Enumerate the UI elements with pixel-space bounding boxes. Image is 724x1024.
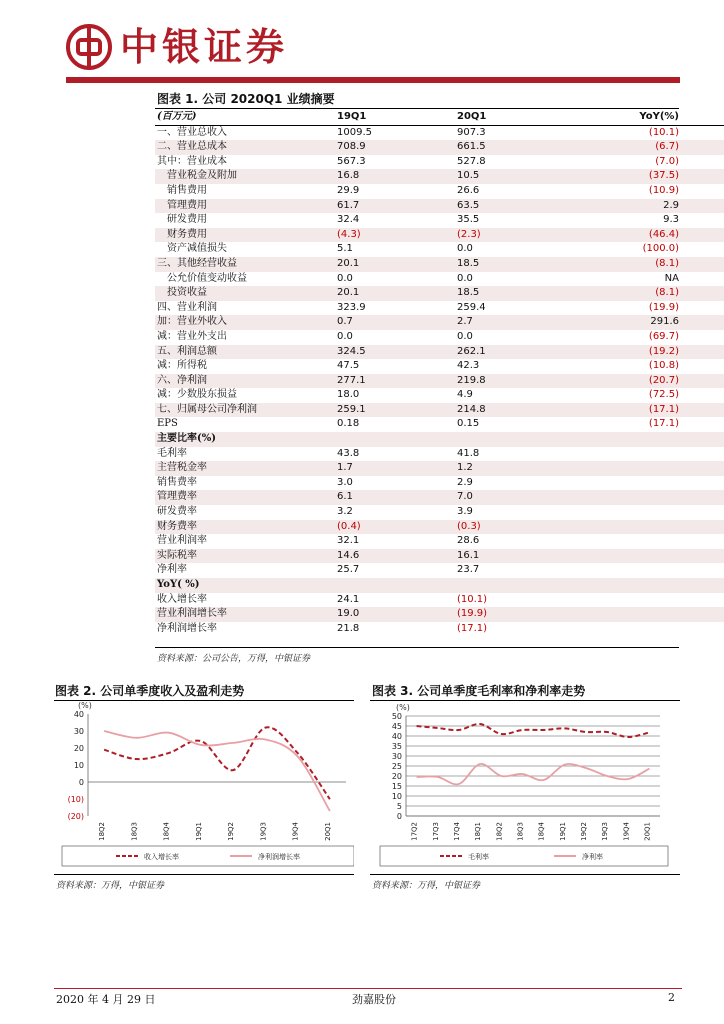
table-cell: 毛利率 <box>157 447 187 459</box>
table-section-row <box>155 578 724 593</box>
table-row <box>155 213 724 228</box>
table-cell: (7.0) <box>655 155 679 167</box>
footer-date: 2020 年 4 月 29 日 <box>56 993 156 1006</box>
table-cell: 6.1 <box>337 490 457 505</box>
y-tick-label: 30 <box>73 727 84 736</box>
table-cell: 43.8 <box>337 447 360 459</box>
table-cell: 减：少数股东损益 <box>157 389 237 401</box>
table-cell <box>567 549 724 564</box>
table-cell: (17.1) <box>648 418 679 430</box>
table-row <box>155 125 724 140</box>
table-cell: (46.4) <box>567 228 724 243</box>
table-cell: 35.5 <box>457 214 480 226</box>
table-cell <box>567 490 724 505</box>
table-cell: 二、营业总成本 <box>155 140 337 155</box>
table-row <box>155 476 724 491</box>
table-cell: 32.1 <box>337 535 360 547</box>
table-cell <box>337 432 457 447</box>
table-cell: 23.7 <box>457 564 480 576</box>
y-axis-unit: (%) <box>396 703 410 712</box>
table-cell: 净利率 <box>157 564 187 576</box>
table-cell: 财务费率 <box>155 520 337 535</box>
table-row <box>155 374 724 389</box>
table-cell: 16.8 <box>337 169 457 184</box>
figure2-title: 图表 2. 公司单季度收入及盈利走势 <box>55 684 245 698</box>
table-cell: (10.1) <box>457 593 488 605</box>
table-cell: 219.8 <box>457 374 567 389</box>
x-tick-label: 17Q4 <box>452 822 461 841</box>
y-tick-label: 10 <box>391 792 402 801</box>
table-row <box>155 563 724 578</box>
figure3-title: 图表 3. 公司单季度毛利率和净利率走势 <box>372 684 586 698</box>
y-tick-label: (10) <box>67 795 84 804</box>
table-cell: (19.9) <box>648 301 679 313</box>
table-row <box>155 169 724 184</box>
table-cell: (0.3) <box>457 520 567 535</box>
table-cell: 18.5 <box>457 257 567 272</box>
table-row <box>155 417 724 432</box>
legend-box <box>380 846 668 866</box>
table-cell: 324.5 <box>337 345 457 360</box>
table-cell: 1.7 <box>337 461 457 476</box>
table-header-row <box>155 110 724 125</box>
table-cell: 3.0 <box>337 476 353 488</box>
table-row <box>155 403 724 418</box>
table-cell: (17.1) <box>457 622 488 634</box>
table-cell: 47.5 <box>337 360 360 372</box>
table-cell: 减：营业外支出 <box>157 330 227 342</box>
table-cell: 25.7 <box>337 564 360 576</box>
table-row <box>155 447 724 462</box>
table-cell: 61.7 <box>337 199 457 214</box>
table-row <box>155 140 724 155</box>
figure2-chart <box>54 702 354 870</box>
table-cell: 加：营业外收入 <box>155 315 337 330</box>
table-cell: 营业税金及附加 <box>155 169 337 184</box>
table-cell: 3.2 <box>337 506 353 518</box>
table-header-cell: YoY(%) <box>567 110 724 125</box>
table-header-cell: (百万元) <box>155 110 337 125</box>
table-row <box>155 272 724 287</box>
table-cell: EPS <box>157 418 178 430</box>
table-header-cell: 20Q1 <box>457 110 567 125</box>
table-cell: 4.9 <box>457 389 473 401</box>
table-row <box>155 228 724 243</box>
table-cell: 减：所得税 <box>157 360 207 372</box>
x-tick-label: 19Q4 <box>622 822 631 841</box>
table-row <box>155 490 724 505</box>
x-tick-label: 18Q1 <box>474 822 483 841</box>
y-tick-label: (20) <box>67 812 84 821</box>
legend-box <box>62 846 354 866</box>
x-tick-label: 18Q4 <box>537 822 546 841</box>
table-row <box>155 520 724 535</box>
table-row <box>155 257 724 272</box>
y-tick-label: 40 <box>73 710 84 719</box>
table-cell: (20.7) <box>567 374 724 389</box>
table-cell <box>337 578 457 593</box>
y-tick-label: 45 <box>391 722 402 731</box>
table-row <box>155 286 724 301</box>
y-tick-label: 15 <box>391 782 402 791</box>
table-cell: (0.4) <box>337 520 457 535</box>
table-cell: 管理费率 <box>155 490 337 505</box>
table-cell <box>457 432 567 447</box>
table-row <box>155 184 724 199</box>
table-cell: 20.1 <box>337 286 457 301</box>
x-tick-label: 18Q4 <box>162 822 171 841</box>
table-cell: 214.8 <box>457 403 567 418</box>
table-cell: 20.1 <box>337 257 457 272</box>
table-cell: 三、其他经营收益 <box>155 257 337 272</box>
y-tick-label: 0 <box>78 778 84 787</box>
financial-summary-table <box>155 110 724 636</box>
table-cell: 16.1 <box>457 549 567 564</box>
table-cell: 营业利润率 <box>157 535 207 547</box>
x-tick-label: 19Q1 <box>558 822 567 841</box>
table-cell: 29.9 <box>337 184 360 196</box>
x-tick-label: 19Q3 <box>259 822 268 841</box>
table-cell: 0.0 <box>457 272 473 284</box>
table-cell: 主营税金率 <box>155 461 337 476</box>
table-cell: (10.8) <box>648 360 679 372</box>
x-tick-label: 20Q1 <box>323 822 332 841</box>
legend-label-0: 毛利率 <box>468 853 489 861</box>
table-cell: 研发费用 <box>157 214 207 226</box>
table-cell: 19.0 <box>337 607 457 622</box>
table-cell: 907.3 <box>457 126 486 138</box>
table-row <box>155 593 724 608</box>
table-cell: 18.0 <box>337 389 360 401</box>
table-cell: 销售费用 <box>157 184 207 196</box>
table-row <box>155 315 724 330</box>
table-cell: 3.9 <box>457 506 473 518</box>
table-cell: 四、营业利润 <box>157 301 217 313</box>
y-tick-label: 50 <box>391 712 402 721</box>
header-rule <box>66 77 680 83</box>
y-tick-label: 0 <box>396 812 402 821</box>
table-cell <box>567 461 724 476</box>
table-row <box>155 607 724 622</box>
legend-label-1: 净利润增长率 <box>258 853 300 861</box>
table-cell: 2.7 <box>457 315 567 330</box>
table-row <box>155 388 724 403</box>
table-cell: 2.9 <box>457 476 473 488</box>
table-cell: 0.0 <box>457 330 473 342</box>
table-cell: (8.1) <box>567 257 724 272</box>
table-row <box>155 301 724 316</box>
table-cell: 661.5 <box>457 140 567 155</box>
figure1-title: 图表 1. 公司 2020Q1 业绩摘要 <box>157 92 335 106</box>
table-row <box>155 622 724 637</box>
table-cell: 投资收益 <box>155 286 337 301</box>
table-cell: (4.3) <box>337 228 457 243</box>
table-cell: 研发费率 <box>157 506 197 518</box>
table-cell: 1.2 <box>457 461 567 476</box>
table-cell: 实际税率 <box>155 549 337 564</box>
table-row <box>155 242 724 257</box>
table-cell: 0.0 <box>457 243 473 255</box>
legend-label-1: 净利率 <box>582 853 603 861</box>
table-cell <box>567 593 724 608</box>
table-cell: 1009.5 <box>337 126 372 138</box>
table-cell <box>567 607 724 622</box>
table-cell: (8.1) <box>567 286 724 301</box>
table-cell: 42.3 <box>457 360 480 372</box>
table-cell: 5.1 <box>337 243 353 255</box>
y-tick-label: 40 <box>391 732 402 741</box>
x-tick-label: 19Q2 <box>579 822 588 841</box>
table-cell: 277.1 <box>337 374 457 389</box>
table-cell: 其中：营业成本 <box>157 155 227 167</box>
figure2-source: 资料来源：万得，中银证券 <box>56 881 165 891</box>
table-cell <box>567 534 724 549</box>
table-row <box>155 155 724 170</box>
table-cell: 0.0 <box>337 330 353 342</box>
table-cell <box>567 622 724 637</box>
series-line-1 <box>417 764 650 784</box>
table-cell: 9.3 <box>663 214 679 226</box>
table-cell: 21.8 <box>337 622 360 634</box>
table-cell: (100.0) <box>642 243 679 255</box>
table-cell: 10.5 <box>457 169 567 184</box>
table-cell: 销售费率 <box>157 476 197 488</box>
table-cell: (19.2) <box>567 345 724 360</box>
figure3-bottom-rule <box>370 874 680 875</box>
table-cell: 净利润增长率 <box>157 622 217 634</box>
x-tick-label: 19Q1 <box>194 822 203 841</box>
table-cell <box>567 520 724 535</box>
x-tick-label: 18Q3 <box>516 822 525 841</box>
y-tick-label: 20 <box>73 744 84 753</box>
table-cell: 0.18 <box>337 418 360 430</box>
table-row <box>155 505 724 520</box>
table-cell: 26.6 <box>457 184 480 196</box>
table-header-cell: 19Q1 <box>337 110 457 125</box>
y-tick-label: 35 <box>391 742 402 751</box>
y-tick-label: 25 <box>391 762 402 771</box>
table-row <box>155 534 724 549</box>
table-section-row <box>155 432 724 447</box>
table-cell: 0.7 <box>337 315 457 330</box>
table-row <box>155 345 724 360</box>
y-tick-label: 30 <box>391 752 402 761</box>
figure3-top-rule <box>370 700 680 701</box>
table-cell: 0.15 <box>457 418 480 430</box>
table-cell: YoY( %) <box>155 578 337 593</box>
series-line-1 <box>104 731 330 811</box>
table-cell: 主要比率(%) <box>155 432 337 447</box>
company-logo-text: 中银证券 <box>120 24 289 69</box>
table-cell: 一、营业总收入 <box>157 126 227 138</box>
table-cell: 259.1 <box>337 403 457 418</box>
table-cell: 五、利润总额 <box>155 345 337 360</box>
table-cell: 259.4 <box>457 301 486 313</box>
table-cell: 41.8 <box>457 447 480 459</box>
table-cell: 291.6 <box>567 315 724 330</box>
table-cell: 财务费用 <box>155 228 337 243</box>
table-row <box>155 359 724 374</box>
table-row <box>155 199 724 214</box>
figure3-chart <box>370 702 680 870</box>
figure1-source: 资料来源：公司公告，万得，中银证券 <box>157 654 311 664</box>
table-cell: 18.5 <box>457 286 567 301</box>
figure2-top-rule <box>54 700 354 701</box>
y-axis-unit: (%) <box>78 702 92 710</box>
table-cell: (10.9) <box>648 184 679 196</box>
figure1-top-rule <box>155 108 679 109</box>
table-row <box>155 461 724 476</box>
table-cell: (37.5) <box>567 169 724 184</box>
table-cell: 262.1 <box>457 345 567 360</box>
table-cell: (17.1) <box>567 403 724 418</box>
table-cell: 0.0 <box>337 272 353 284</box>
x-tick-label: 17Q3 <box>431 822 440 841</box>
x-tick-label: 20Q1 <box>643 822 652 841</box>
table-cell: NA <box>664 272 679 284</box>
table-cell: 14.6 <box>337 549 457 564</box>
figure2-bottom-rule <box>54 874 354 875</box>
table-cell: (19.9) <box>457 607 567 622</box>
table-cell <box>567 447 724 462</box>
table-cell <box>567 578 724 593</box>
table-cell: (69.7) <box>648 330 679 342</box>
footer-page-number: 2 <box>668 991 675 1004</box>
table-cell: 708.9 <box>337 140 457 155</box>
table-cell: 28.6 <box>457 535 480 547</box>
table-cell <box>567 476 724 491</box>
y-tick-label: 10 <box>73 761 84 770</box>
table-row <box>155 549 724 564</box>
table-cell: (6.7) <box>567 140 724 155</box>
table-cell: 32.4 <box>337 214 360 226</box>
table-cell <box>457 578 567 593</box>
x-tick-label: 18Q2 <box>495 822 504 841</box>
table-cell: 收入增长率 <box>157 593 207 605</box>
table-cell <box>567 432 724 447</box>
x-tick-label: 17Q2 <box>410 822 419 841</box>
figure1-bottom-rule <box>155 647 679 648</box>
x-tick-label: 18Q2 <box>98 822 107 841</box>
table-cell: 营业利润增长率 <box>155 607 337 622</box>
footer-company: 劲嘉股份 <box>352 993 396 1006</box>
table-cell: 567.3 <box>337 155 366 167</box>
x-tick-label: 19Q4 <box>291 822 300 841</box>
table-cell: 2.9 <box>567 199 724 214</box>
y-tick-label: 5 <box>396 802 402 811</box>
table-cell: 7.0 <box>457 490 567 505</box>
table-cell: 资产减值损失 <box>157 243 227 255</box>
table-cell <box>567 563 724 578</box>
x-tick-label: 19Q3 <box>601 822 610 841</box>
table-cell: (72.5) <box>648 389 679 401</box>
bank-of-china-logo-icon <box>66 24 112 70</box>
x-tick-label: 18Q3 <box>130 822 139 841</box>
table-cell: 公允价值变动收益 <box>157 272 247 284</box>
table-row <box>155 330 724 345</box>
table-cell: 527.8 <box>457 155 486 167</box>
table-cell: 323.9 <box>337 301 366 313</box>
table-cell <box>567 505 724 520</box>
table-cell: (10.1) <box>648 126 679 138</box>
x-tick-label: 19Q2 <box>227 822 236 841</box>
table-cell: 六、净利润 <box>155 374 337 389</box>
legend-label-0: 收入增长率 <box>144 853 179 861</box>
table-cell: 63.5 <box>457 199 567 214</box>
header-logo <box>66 20 326 76</box>
table-cell: (2.3) <box>457 228 567 243</box>
table-cell: 七、归属母公司净利润 <box>155 403 337 418</box>
footer-rule <box>54 988 682 989</box>
y-tick-label: 20 <box>391 772 402 781</box>
table-cell: 24.1 <box>337 593 360 605</box>
figure3-source: 资料来源：万得，中银证券 <box>372 881 481 891</box>
table-cell: 管理费用 <box>155 199 337 214</box>
